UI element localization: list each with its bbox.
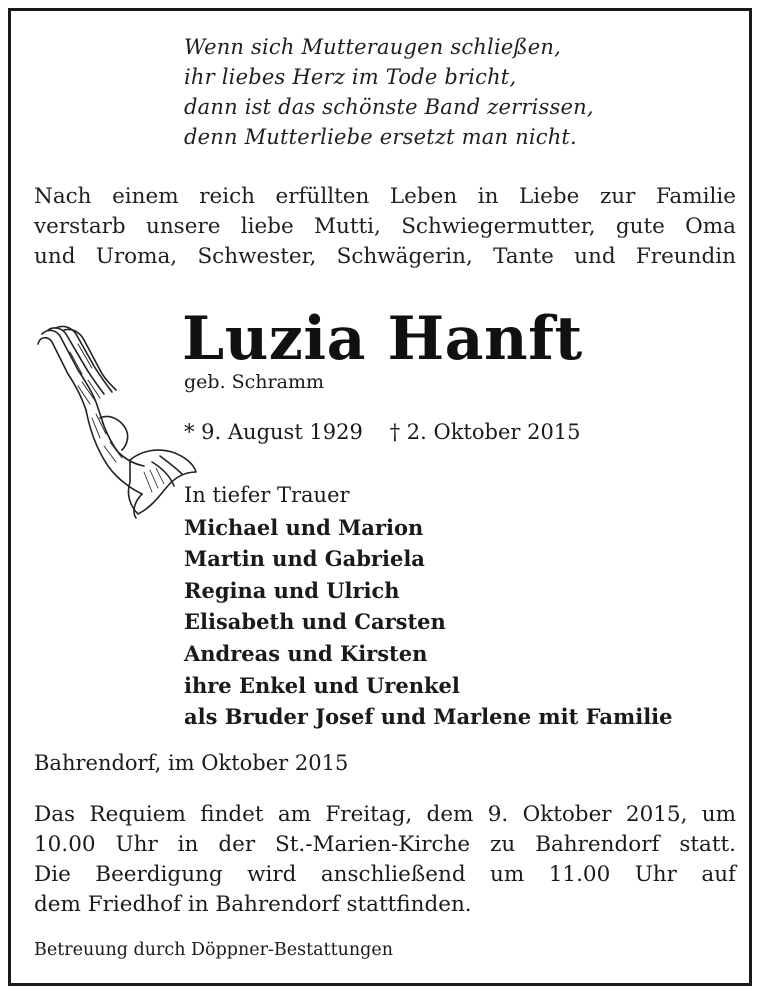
requiem-line: Das Requiem findet am Freitag, dem 9. Oktober 2015, um	[34, 802, 736, 827]
intro-line: Nach einem reich erfüllten Leben in Liebe zur Familie	[34, 184, 736, 209]
requiem-text	[34, 800, 736, 920]
mourners-lead: In tiefer Trauer	[184, 483, 350, 507]
mourners-list	[184, 480, 673, 733]
intro-text	[34, 182, 736, 272]
requiem-line: dem Friedhof in Bahrendorf stattfinden.	[34, 892, 472, 917]
poem-line: ihr liebes Herz im Tode bricht,	[184, 65, 517, 89]
requiem-line: Die Beerdigung wird anschließend um 11.00 Uhr auf	[34, 862, 736, 887]
life-dates	[184, 417, 581, 447]
funeral-home-credit: Betreuung durch Döppner-Bestattungen	[34, 940, 393, 960]
deceased-name: Luzia Hanft	[182, 304, 583, 374]
poem-line: Wenn sich Mutteraugen schließen,	[184, 35, 561, 59]
mourner-name: Michael und Marion	[184, 514, 424, 540]
mourner-name: als Bruder Josef und Marlene mit Familie	[184, 704, 673, 730]
poem-line: denn Mutterliebe ersetzt man nicht.	[184, 125, 577, 149]
praying-hands-icon	[34, 322, 198, 522]
place-date: Bahrendorf, im Oktober 2015	[34, 751, 349, 775]
mourner-name: Martin und Gabriela	[184, 546, 425, 572]
poem	[184, 32, 594, 152]
death-date: † 2. Oktober 2015	[389, 420, 581, 444]
mourner-name: Regina und Ulrich	[184, 577, 400, 603]
poem-line: dann ist das schönste Band zerrissen,	[184, 95, 594, 119]
requiem-line: 10.00 Uhr in der St.-Marien-Kirche zu Bahrendorf statt.	[34, 832, 736, 857]
birth-date: * 9. August 1929	[184, 420, 363, 444]
intro-line: und Uroma, Schwester, Schwägerin, Tante und Freundin	[34, 244, 736, 269]
mourner-name: ihre Enkel und Urenkel	[184, 672, 460, 698]
mourner-name: Elisabeth und Carsten	[184, 609, 446, 635]
intro-line: verstarb unsere liebe Mutti, Schwiegermutter, gute Oma	[34, 214, 736, 239]
birth-name: geb. Schramm	[184, 371, 324, 393]
mourner-name: Andreas und Kirsten	[184, 640, 428, 666]
